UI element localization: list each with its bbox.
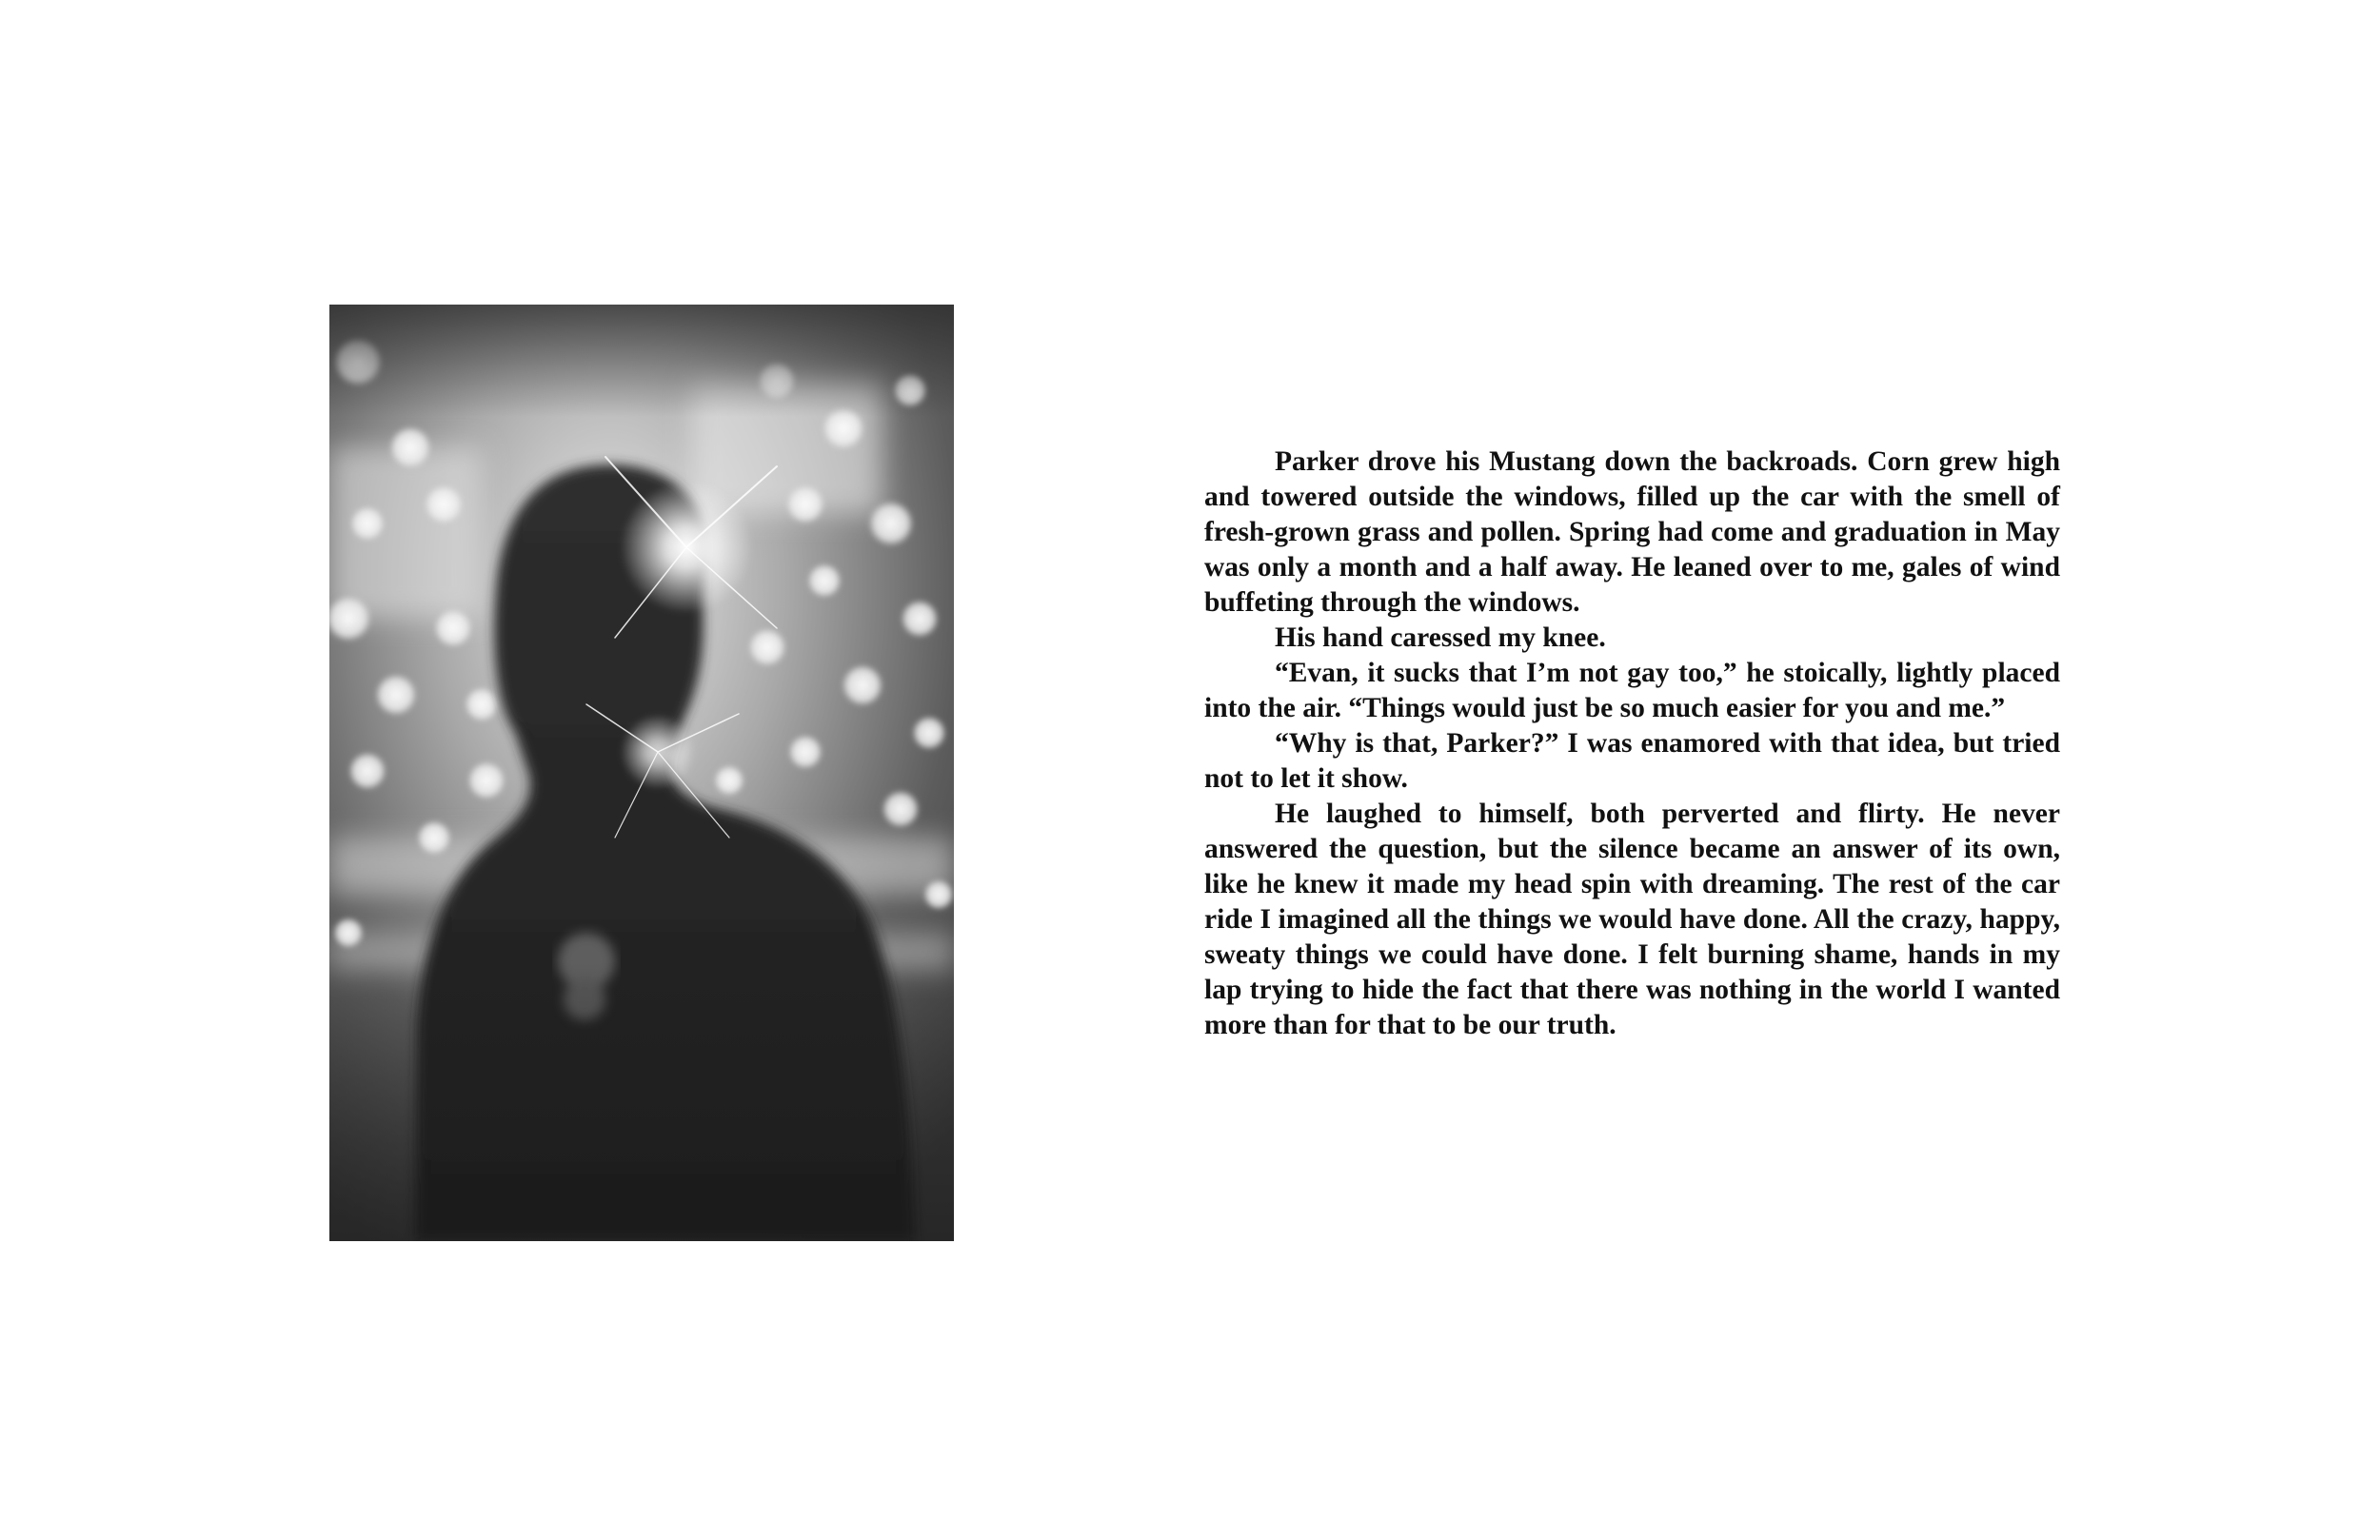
paragraph-1: Parker drove his Mustang down the backroads. Corn grew high and towered outside the windows, filled up the car with the smell of fresh-grown grass and pollen. Spring had come and graduation in May was only a month and a half away. He leaned over to me, gales of wind buffeting through the windows. <box>1204 446 2060 618</box>
paragraph-2: His hand caressed my knee. <box>1275 622 1606 653</box>
portrait-photo <box>329 305 954 1241</box>
paragraph-3: “Evan, it sucks that I’m not gay too,” he stoically, lightly placed into the air. “Things would just be so much easier for you and me.” <box>1204 658 2060 723</box>
silhouette-bokeh-image <box>329 305 954 1241</box>
paragraph-5: He laughed to himself, both perverted and flirty. He never answered the question, but the silence became an answer of its own, like he knew it made my head spin with dreaming. The rest of the car ride I imagined all the things we would have done. All the crazy, happy, sweaty things we could have done. I felt burning shame, hands in my lap trying to hide the fact that there was nothing in the world I wanted more than for that to be our truth. <box>1204 799 2060 1040</box>
paragraph-4: “Why is that, Parker?” I was enamored with that idea, but tried not to let it show. <box>1204 728 2060 794</box>
story-text <box>1204 444 2060 1043</box>
